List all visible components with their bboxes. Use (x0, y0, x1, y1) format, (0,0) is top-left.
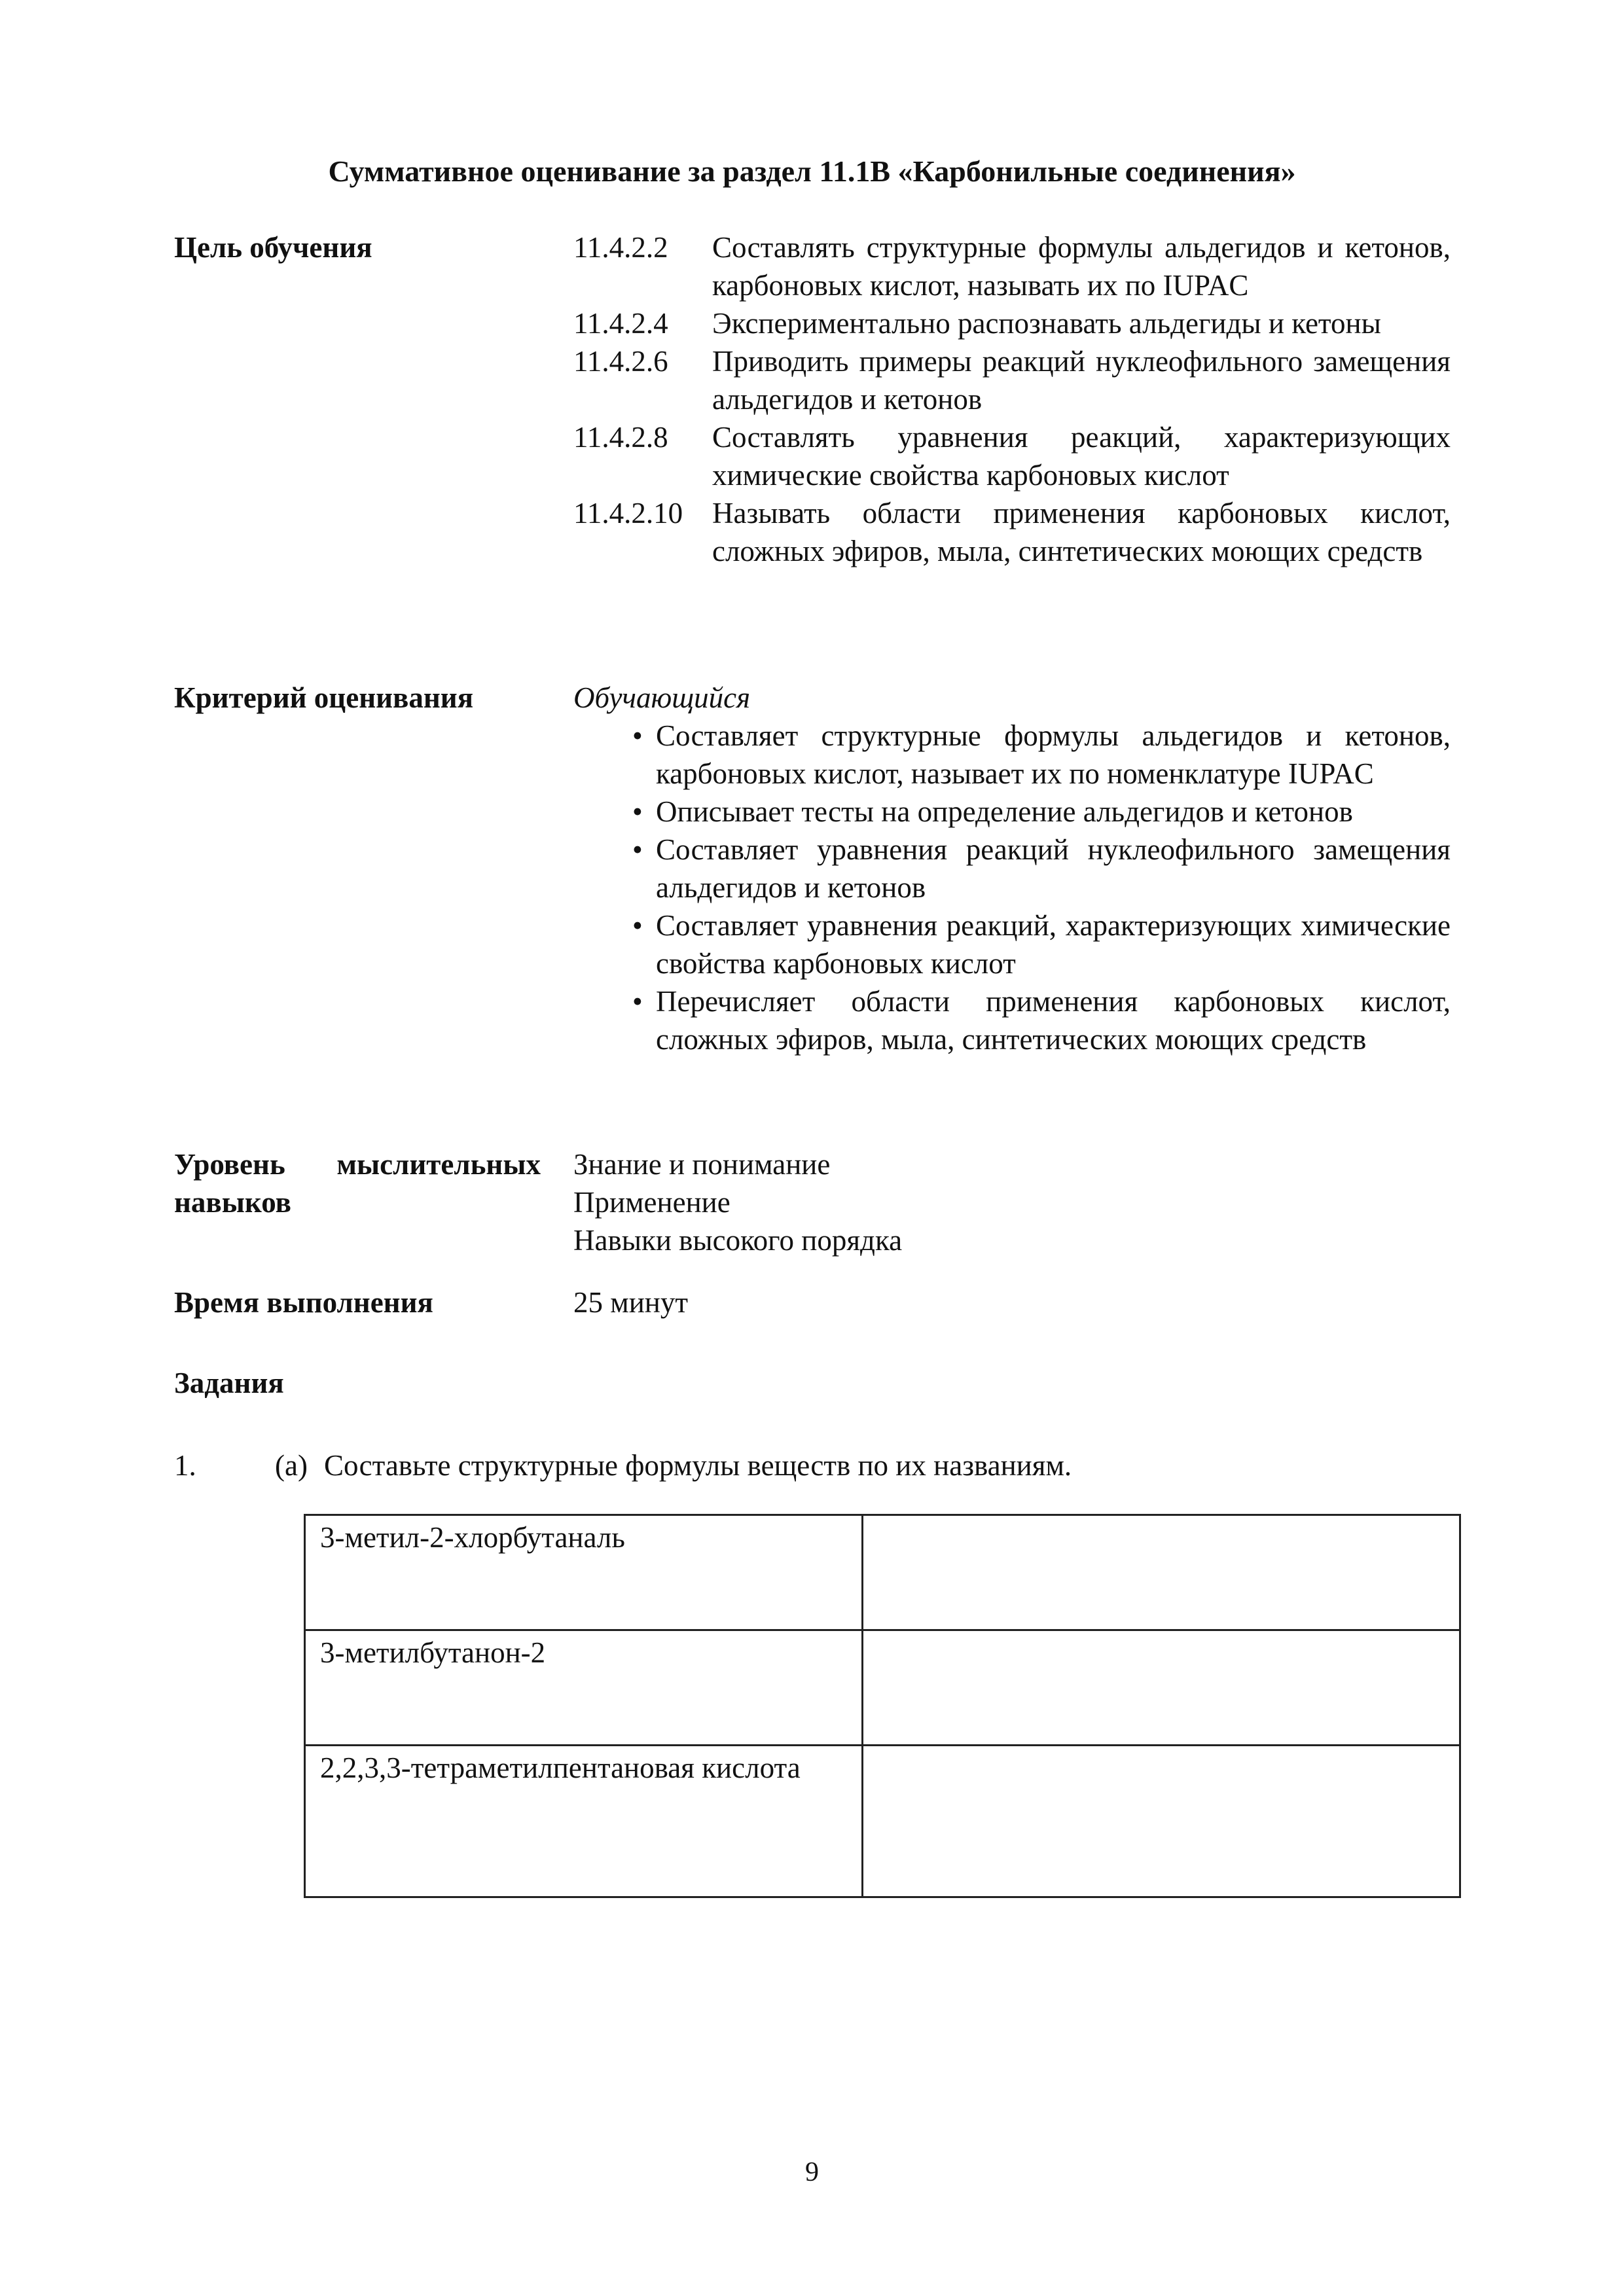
thinking-level-item: Знание и понимание (573, 1148, 831, 1181)
thinking-level-label-line2: навыков (174, 1186, 291, 1219)
compound-name-cell: 3-метилбутанон-2 (305, 1630, 863, 1746)
goal-text: Экспериментально распознавать альдегиды и кетоны (712, 307, 1381, 340)
learning-goal-label: Цель обучения (174, 231, 372, 264)
task-text: Составьте структурные формулы веществ по их названиям. (324, 1449, 1072, 1482)
goal-item (573, 304, 1451, 342)
criteria-list (632, 717, 1451, 1058)
task-subpart: (a) (275, 1449, 308, 1482)
answer-cell[interactable] (863, 1630, 1460, 1746)
table-row (305, 1515, 1460, 1630)
task-number: 1. (174, 1449, 196, 1482)
criteria-text: Составляет уравнения реакций, характеризующих химические свойства карбоновых кислот (656, 909, 1451, 980)
thinking-level-label (174, 1145, 541, 1221)
thinking-level-label-word1: Уровень (174, 1148, 285, 1181)
goal-item (573, 494, 1451, 570)
bullet-icon: • (632, 985, 643, 1018)
goal-code: 11.4.2.4 (573, 307, 668, 340)
time-value: 25 минут (573, 1286, 689, 1319)
criteria-label: Критерий оценивания (174, 681, 474, 714)
criteria-item (632, 906, 1451, 982)
goal-text: Приводить примеры реакций нуклеофильного замещения альдегидов и кетонов (712, 345, 1451, 416)
goal-text: Называть области применения карбоновых кислот, сложных эфиров, мыла, синтетических моющих средств (712, 497, 1451, 567)
compound-name-cell: 3-метил-2-хлорбутаналь (305, 1515, 863, 1630)
criteria-text: Составляет структурные формулы альдегидов и кетонов, карбоновых кислот, называет их по номенклатуре IUPAC (656, 719, 1451, 790)
thinking-level-item: Навыки высокого порядка (573, 1224, 903, 1257)
criteria-item (632, 717, 1451, 793)
page-number: 9 (805, 2157, 819, 2187)
goal-text: Составлять структурные формулы альдегидов и кетонов, карбоновых кислот, называть их по IUPAC (712, 231, 1451, 302)
criteria-item (632, 831, 1451, 906)
thinking-level-item: Применение (573, 1186, 731, 1219)
thinking-level-values (573, 1145, 902, 1259)
goal-item (573, 342, 1451, 418)
answer-cell[interactable] (863, 1515, 1460, 1630)
compound-name-cell: 2,2,3,3-тетраметилпентановая кислота (305, 1746, 863, 1897)
tasks-heading: Задания (174, 1367, 284, 1399)
formula-table (304, 1514, 1461, 1898)
learning-goal-list (573, 228, 1451, 570)
goal-item (573, 228, 1451, 304)
criteria-text: Составляет уравнения реакций нуклеофильного замещения альдегидов и кетонов (656, 833, 1451, 904)
bullet-icon: • (632, 795, 643, 828)
criteria-item (632, 982, 1451, 1058)
criteria-text: Перечисляет области применения карбоновых кислот, сложных эфиров, мыла, синтетических моющих средств (656, 985, 1451, 1056)
goal-text: Составлять уравнения реакций, характеризующих химические свойства карбоновых кислот (712, 421, 1451, 492)
goal-code: 11.4.2.8 (573, 421, 668, 454)
criteria-text: Описывает тесты на определение альдегидов и кетонов (656, 795, 1353, 828)
answer-cell[interactable] (863, 1746, 1460, 1897)
thinking-level-label-word2: мыслительных (336, 1148, 541, 1181)
goal-item (573, 418, 1451, 494)
bullet-icon: • (632, 719, 643, 752)
page-title: Суммативное оценивание за раздел 11.1В «Карбонильные соединения» (328, 154, 1296, 188)
bullet-icon: • (632, 909, 643, 942)
criteria-intro: Обучающийся (573, 681, 751, 714)
bullet-icon: • (632, 833, 643, 866)
goal-code: 11.4.2.10 (573, 497, 683, 529)
criteria-item (632, 793, 1451, 831)
goal-code: 11.4.2.6 (573, 345, 668, 378)
table-row (305, 1746, 1460, 1897)
table-row (305, 1630, 1460, 1746)
time-label: Время выполнения (174, 1286, 433, 1319)
goal-code: 11.4.2.2 (573, 231, 668, 264)
